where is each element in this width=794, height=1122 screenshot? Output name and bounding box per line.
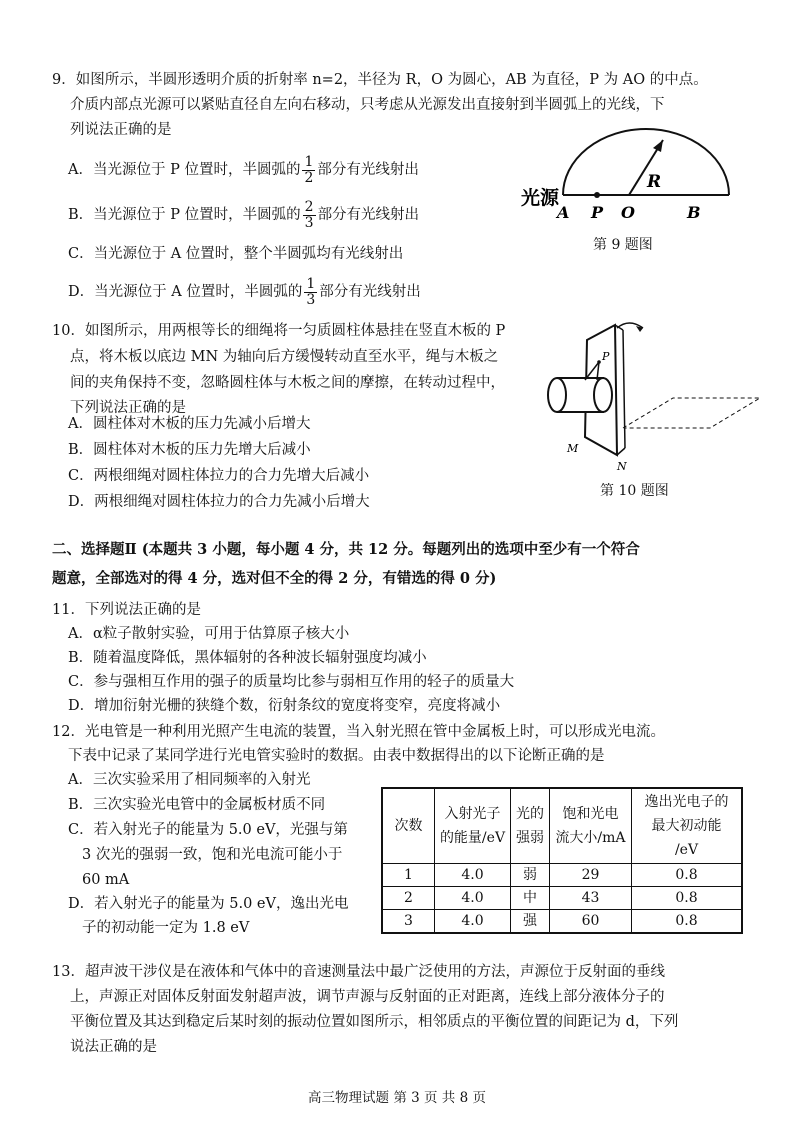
q9-point-p	[594, 192, 600, 198]
q10-label-m: M	[567, 442, 579, 455]
q12-option-c-line1: C．若入射光子的能量为 5.0 eV，光强与第	[68, 822, 348, 838]
q12-option-a: A．三次实验采用了相同频率的入射光	[68, 772, 311, 788]
q9-option-b-post: 部分有光线射出	[317, 207, 420, 223]
table-cell: 60	[550, 910, 632, 934]
section2-heading-line1: 二、选择题Ⅱ (本题共 3 小题，每小题 4 分，共 12 分。每题列出的选项中至少有一个符合	[52, 541, 640, 558]
q9-option-b	[68, 198, 419, 232]
q12-table-header-cell: 逸出光电子的 最大初动能 /eV	[632, 788, 743, 864]
table-cell: 0.8	[632, 910, 743, 934]
q10-option-a: A．圆柱体对木板的压力先减小后增大	[68, 416, 311, 432]
q13-stem-line3: 平衡位置及其达到稳定后某时刻的振动位置如图所示，相邻质点的平衡位置的间距记为 d，下列	[70, 1014, 679, 1030]
table-cell: 43	[550, 887, 632, 910]
q11-option-c: C．参与强相互作用的强子的质量均比参与弱相互作用的轻子的质量大	[68, 674, 515, 690]
q9-option-a	[68, 153, 419, 187]
q12-option-c-line2: 3 次光的强弱一致，饱和光电流可能小于	[82, 847, 343, 863]
q13-stem-line4: 说法正确的是	[70, 1039, 157, 1055]
table-cell: 0.8	[632, 887, 743, 910]
q10-cylinder-near-end	[548, 378, 566, 412]
q10-label-n: N	[617, 460, 627, 473]
q10-dashed-horizontal-board	[623, 398, 760, 428]
q11-stem: 11．下列说法正确的是	[52, 602, 201, 618]
q9-option-c: C．当光源位于 A 位置时，整个半圆弧均有光线射出	[68, 246, 404, 262]
q10-option-d: D．两根细绳对圆柱体拉力的合力先减小后增大	[68, 494, 370, 510]
q12-table-header-cell: 光的 强弱	[511, 788, 550, 864]
q12-stem-line2: 下表中记录了某同学进行光电管实验时的数据。由表中数据得出的以下论断正确的是	[68, 748, 605, 764]
q9-figure-caption: 第 9 题图	[593, 237, 653, 253]
table-cell: 29	[550, 864, 632, 887]
q10-cylinder-end	[594, 378, 612, 412]
q9-option-a-fraction: $\frac{1}{2}$	[304, 153, 314, 186]
q12-data-table	[381, 787, 743, 934]
table-cell: 中	[511, 887, 550, 910]
table-cell: 2	[382, 887, 435, 910]
q9-option-a-pre: A．当光源位于 P 位置时，半圆弧的	[68, 162, 301, 178]
q9-label-p: P	[591, 203, 604, 222]
q12-table-header-cell: 次数	[382, 788, 435, 864]
q10-stem-line3: 间的夹角保持不变，忽略圆柱体与木板之间的摩擦，在转动过程中，	[70, 375, 505, 391]
table-cell: 4.0	[435, 887, 511, 910]
q12-option-d-line2: 子的初动能一定为 1.8 eV	[82, 920, 250, 936]
q9-stem-line2: 介质内部点光源可以紧贴直径自左向右移动，只考虑从光源发出直接射到半圆弧上的光线，下	[70, 97, 665, 113]
q13-stem-line1: 13．超声波干涉仪是在液体和气体中的音速测量法中最广泛使用的方法，声源位于反射面的垂线	[52, 964, 665, 980]
q12-table-header-cell: 饱和光电 流大小/mA	[550, 788, 632, 864]
table-row	[382, 887, 742, 910]
q11-option-d: D．增加衍射光栅的狭缝个数，衍射条纹的宽度将变窄，亮度将减小	[68, 698, 501, 714]
q10-stem-line2: 点，将木板以底边 MN 为轴向后方缓慢转动直至水平，绳与木板之	[70, 349, 499, 365]
q10-stem-line4: 下列说法正确的是	[70, 400, 186, 416]
q9-option-d-post: 部分有光线射出	[319, 284, 421, 300]
q9-option-b-fraction: $\frac{2}{3}$	[304, 198, 314, 231]
q9-label-a: A	[557, 203, 570, 222]
q10-figure-caption: 第 10 题图	[600, 483, 669, 499]
q12-option-b: B．三次实验光电管中的金属板材质不同	[68, 797, 326, 813]
table-cell: 4.0	[435, 864, 511, 887]
q9-option-b-pre: B．当光源位于 P 位置时，半圆弧的	[68, 207, 301, 223]
q9-figure	[515, 118, 730, 223]
q12-option-c-line3: 60 mA	[82, 872, 130, 888]
q13-stem-line2: 上，声源正对固体反射面发射超声波，调节声源与反射面的正对距离，连线上部分液体分子的	[70, 989, 665, 1005]
q9-stem-line1: 9．如图所示，半圆形透明介质的折射率 n=2，半径为 R，O 为圆心，AB 为直径，P 为 AO 的中点。	[52, 72, 708, 88]
q9-option-d-fraction: $\frac{1}{3}$	[306, 275, 316, 308]
table-cell: 弱	[511, 864, 550, 887]
table-cell: 4.0	[435, 910, 511, 934]
q9-label-source: 光源	[521, 187, 560, 209]
q9-option-d-pre: D．当光源位于 A 位置时，半圆弧的	[68, 284, 303, 300]
table-row	[382, 910, 742, 934]
q9-label-o: O	[621, 203, 635, 222]
q12-table-header-cell: 入射光子 的能量/eV	[435, 788, 511, 864]
section2-heading-line2: 题意，全部选对的得 4 分，选对但不全的得 2 分，有错选的得 0 分)	[52, 570, 497, 587]
q10-label-p: P	[602, 350, 610, 363]
table-row	[382, 864, 742, 887]
q12-table-header-row	[382, 788, 742, 864]
q9-option-d	[68, 275, 421, 309]
q9-stem-line3: 列说法正确的是	[70, 122, 172, 138]
q10-stem-line1: 10．如图所示，用两根等长的细绳将一匀质圆柱体悬挂在竖直木板的 P	[52, 323, 506, 339]
q10-option-b: B．圆柱体对木板的压力先增大后减小	[68, 442, 311, 458]
q12-option-d-line1: D．若入射光子的能量为 5.0 eV，逸出光电	[68, 896, 349, 912]
table-cell: 3	[382, 910, 435, 934]
q11-option-a: A．α粒子散射实验，可用于估算原子核大小	[68, 626, 350, 642]
table-cell: 1	[382, 864, 435, 887]
q9-label-r: R	[647, 172, 662, 192]
q10-figure	[545, 320, 775, 475]
table-cell: 强	[511, 910, 550, 934]
q10-option-c: C．两根细绳对圆柱体拉力的合力先增大后减小	[68, 468, 370, 484]
q9-option-a-post: 部分有光线射出	[317, 162, 419, 178]
table-cell: 0.8	[632, 864, 743, 887]
q9-label-b: B	[687, 203, 701, 222]
q9-radius-arrowhead	[653, 140, 663, 152]
q11-option-b: B．随着温度降低，黑体辐射的各种波长辐射强度均减小	[68, 650, 427, 666]
page-footer: 高三物理试题 第 3 页 共 8 页	[308, 1090, 486, 1106]
q12-stem-line1: 12．光电管是一种利用光照产生电流的装置，当入射光照在管中金属板上时，可以形成光电流。	[52, 724, 665, 740]
q9-semicircle-arc	[563, 129, 729, 195]
